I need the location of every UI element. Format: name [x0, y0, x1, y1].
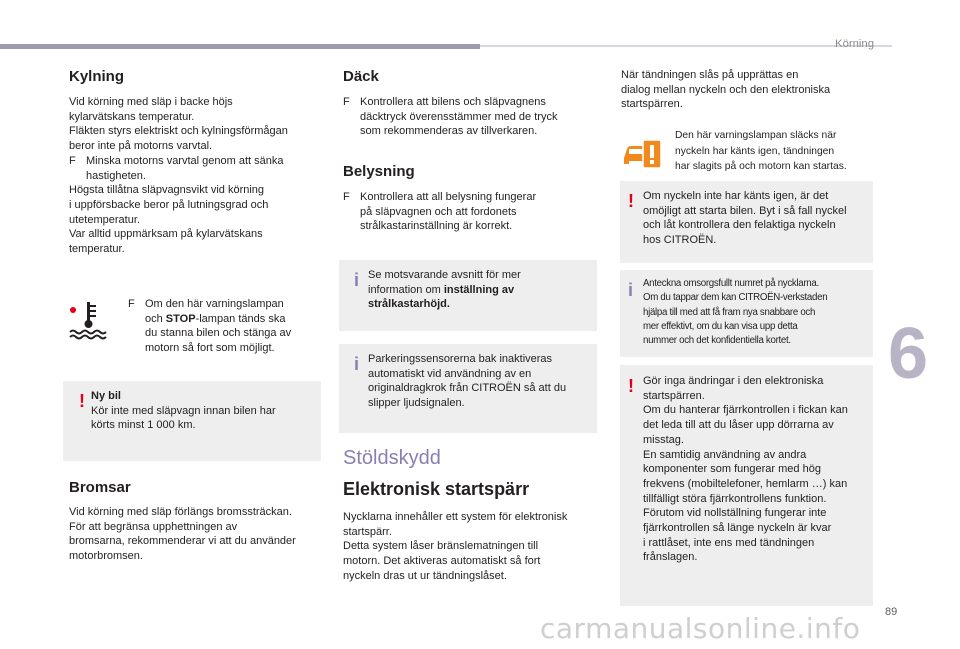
startsparr-text: Nycklarna innehåller ett system för elektronisk startspärr. Detta system låser bränslematningen till motorn. Det aktiveras automatiskt så fort nyckeln dras ut ur tändningslåset. — [343, 511, 568, 582]
coolant-temperature-icon — [66, 298, 110, 342]
immobiliser-lamp-icon — [621, 136, 663, 170]
belysning-heading: Belysning — [343, 163, 415, 180]
info-icon: i — [628, 280, 634, 300]
stop-lamp-text: F Om den här varningslampan och STOP-lampan tänds ska du stanna bilen och stänga av motorn så fort som möjligt. — [128, 298, 292, 355]
bromsar-heading: Bromsar — [69, 479, 131, 496]
section-label: Körning — [835, 38, 874, 50]
immobiliser-lamp-text: Den här varningslampan släcks när nyckeln har känts igen, tändningen har slagits på och motorn kan startas. — [675, 130, 847, 172]
bromsar-text: Vid körning med släp förlängs bromssträckan. För att begränsa upphettningen av bromsarna, rekommenderar vi att du använder motorbromsen. — [69, 506, 296, 563]
dack-text: F Kontrollera att bilens och släpvagnens däcktryck överensstämmer med de tryck som rekommenderas av tillverkaren. — [343, 96, 558, 138]
info-icon: i — [354, 354, 360, 374]
info-headlamp-text: Se motsvarande avsnitt för mer information om inställning av strålkastarhöjd. — [368, 269, 521, 311]
watermark: carmanualsonline.info — [540, 612, 861, 645]
bullet-glyph: F — [128, 298, 135, 310]
stoldskydd-heading: Stöldskydd — [343, 447, 441, 469]
header-bar-thin — [480, 45, 892, 47]
info-icon: i — [354, 270, 360, 290]
warning-exclamation-icon: ! — [628, 376, 634, 396]
page-number: 89 — [885, 606, 898, 618]
kylning-text: Vid körning med släp i backe höjs kylarvätskans temperatur. Fläkten styrs elektriskt och kylningsförmågan beror inte på motorns varvtal. F Minska motorns varvtal genom att sänka hastigheten. Högsta tillåtna släpvagnsvikt vid körning i uppförsbacke beror på lutningsgrad och utetemperatur. Var alltid uppmärksam på kylarvätskans temperatur. — [69, 96, 288, 256]
warning-exclamation-icon: ! — [628, 191, 634, 211]
bullet-glyph: F — [343, 96, 350, 108]
kylning-heading: Kylning — [69, 68, 124, 85]
belysning-text: F Kontrollera att all belysning fungerar på släpvagnen och att fordonets strålkastarinställning är korrekt. — [343, 191, 537, 233]
startsparr-heading: Elektronisk startspärr — [343, 479, 530, 499]
nybil-text: Ny bil Kör inte med släpvagn innan bilen har körts minst 1 000 km. — [91, 390, 276, 432]
chapter-number: 6 — [888, 314, 929, 394]
info-keynumber-text: Anteckna omsorgsfullt numret på nycklarna. Om du tappar dem kan CITROËN-verkstaden hjälpa till med att få fram nya snabbare och mer effektivt, om du kan visa upp detta nummer och det konfidentiella kortet. — [643, 278, 828, 347]
bullet-glyph: F — [69, 154, 76, 167]
header-bar — [0, 44, 480, 49]
warning-exclamation-icon: ! — [79, 391, 85, 411]
info-parking-text: Parkeringssensorerna bak inaktiveras automatiskt vid användning av en originaldragkrok från CITROËN så att du slipper ljudsignalen. — [368, 353, 567, 410]
warning-key-text: Om nyckeln inte har känts igen, är det omöjligt att starta bilen. Byt i så fall nyckel och låt kontrollera den felaktiga nyckeln hos CITROËN. — [643, 190, 847, 247]
bullet-glyph: F — [343, 191, 350, 203]
warning-modifications-text: Gör inga ändringar i den elektroniska startspärren. Om du hanterar fjärrkontrollen i fickan kan det leda till att du låser upp dörrarna av misstag. En samtidig användning av andra komponenter som fungerar med hög frekvens (mobiltelefoner, hemlarm …) kan tillfälligt störa fjärrkontrollens funktion. Förutom vid nollställning fungerar inte fjärrkontrollen så länge nyckeln är kvar i rattlåset, inte ens med tändningen frånslagen. — [643, 375, 848, 564]
dack-heading: Däck — [343, 68, 379, 85]
startsparr-intro: När tändningen slås på upprättas en dialog mellan nyckeln och den elektroniska startspärren. — [621, 69, 831, 111]
